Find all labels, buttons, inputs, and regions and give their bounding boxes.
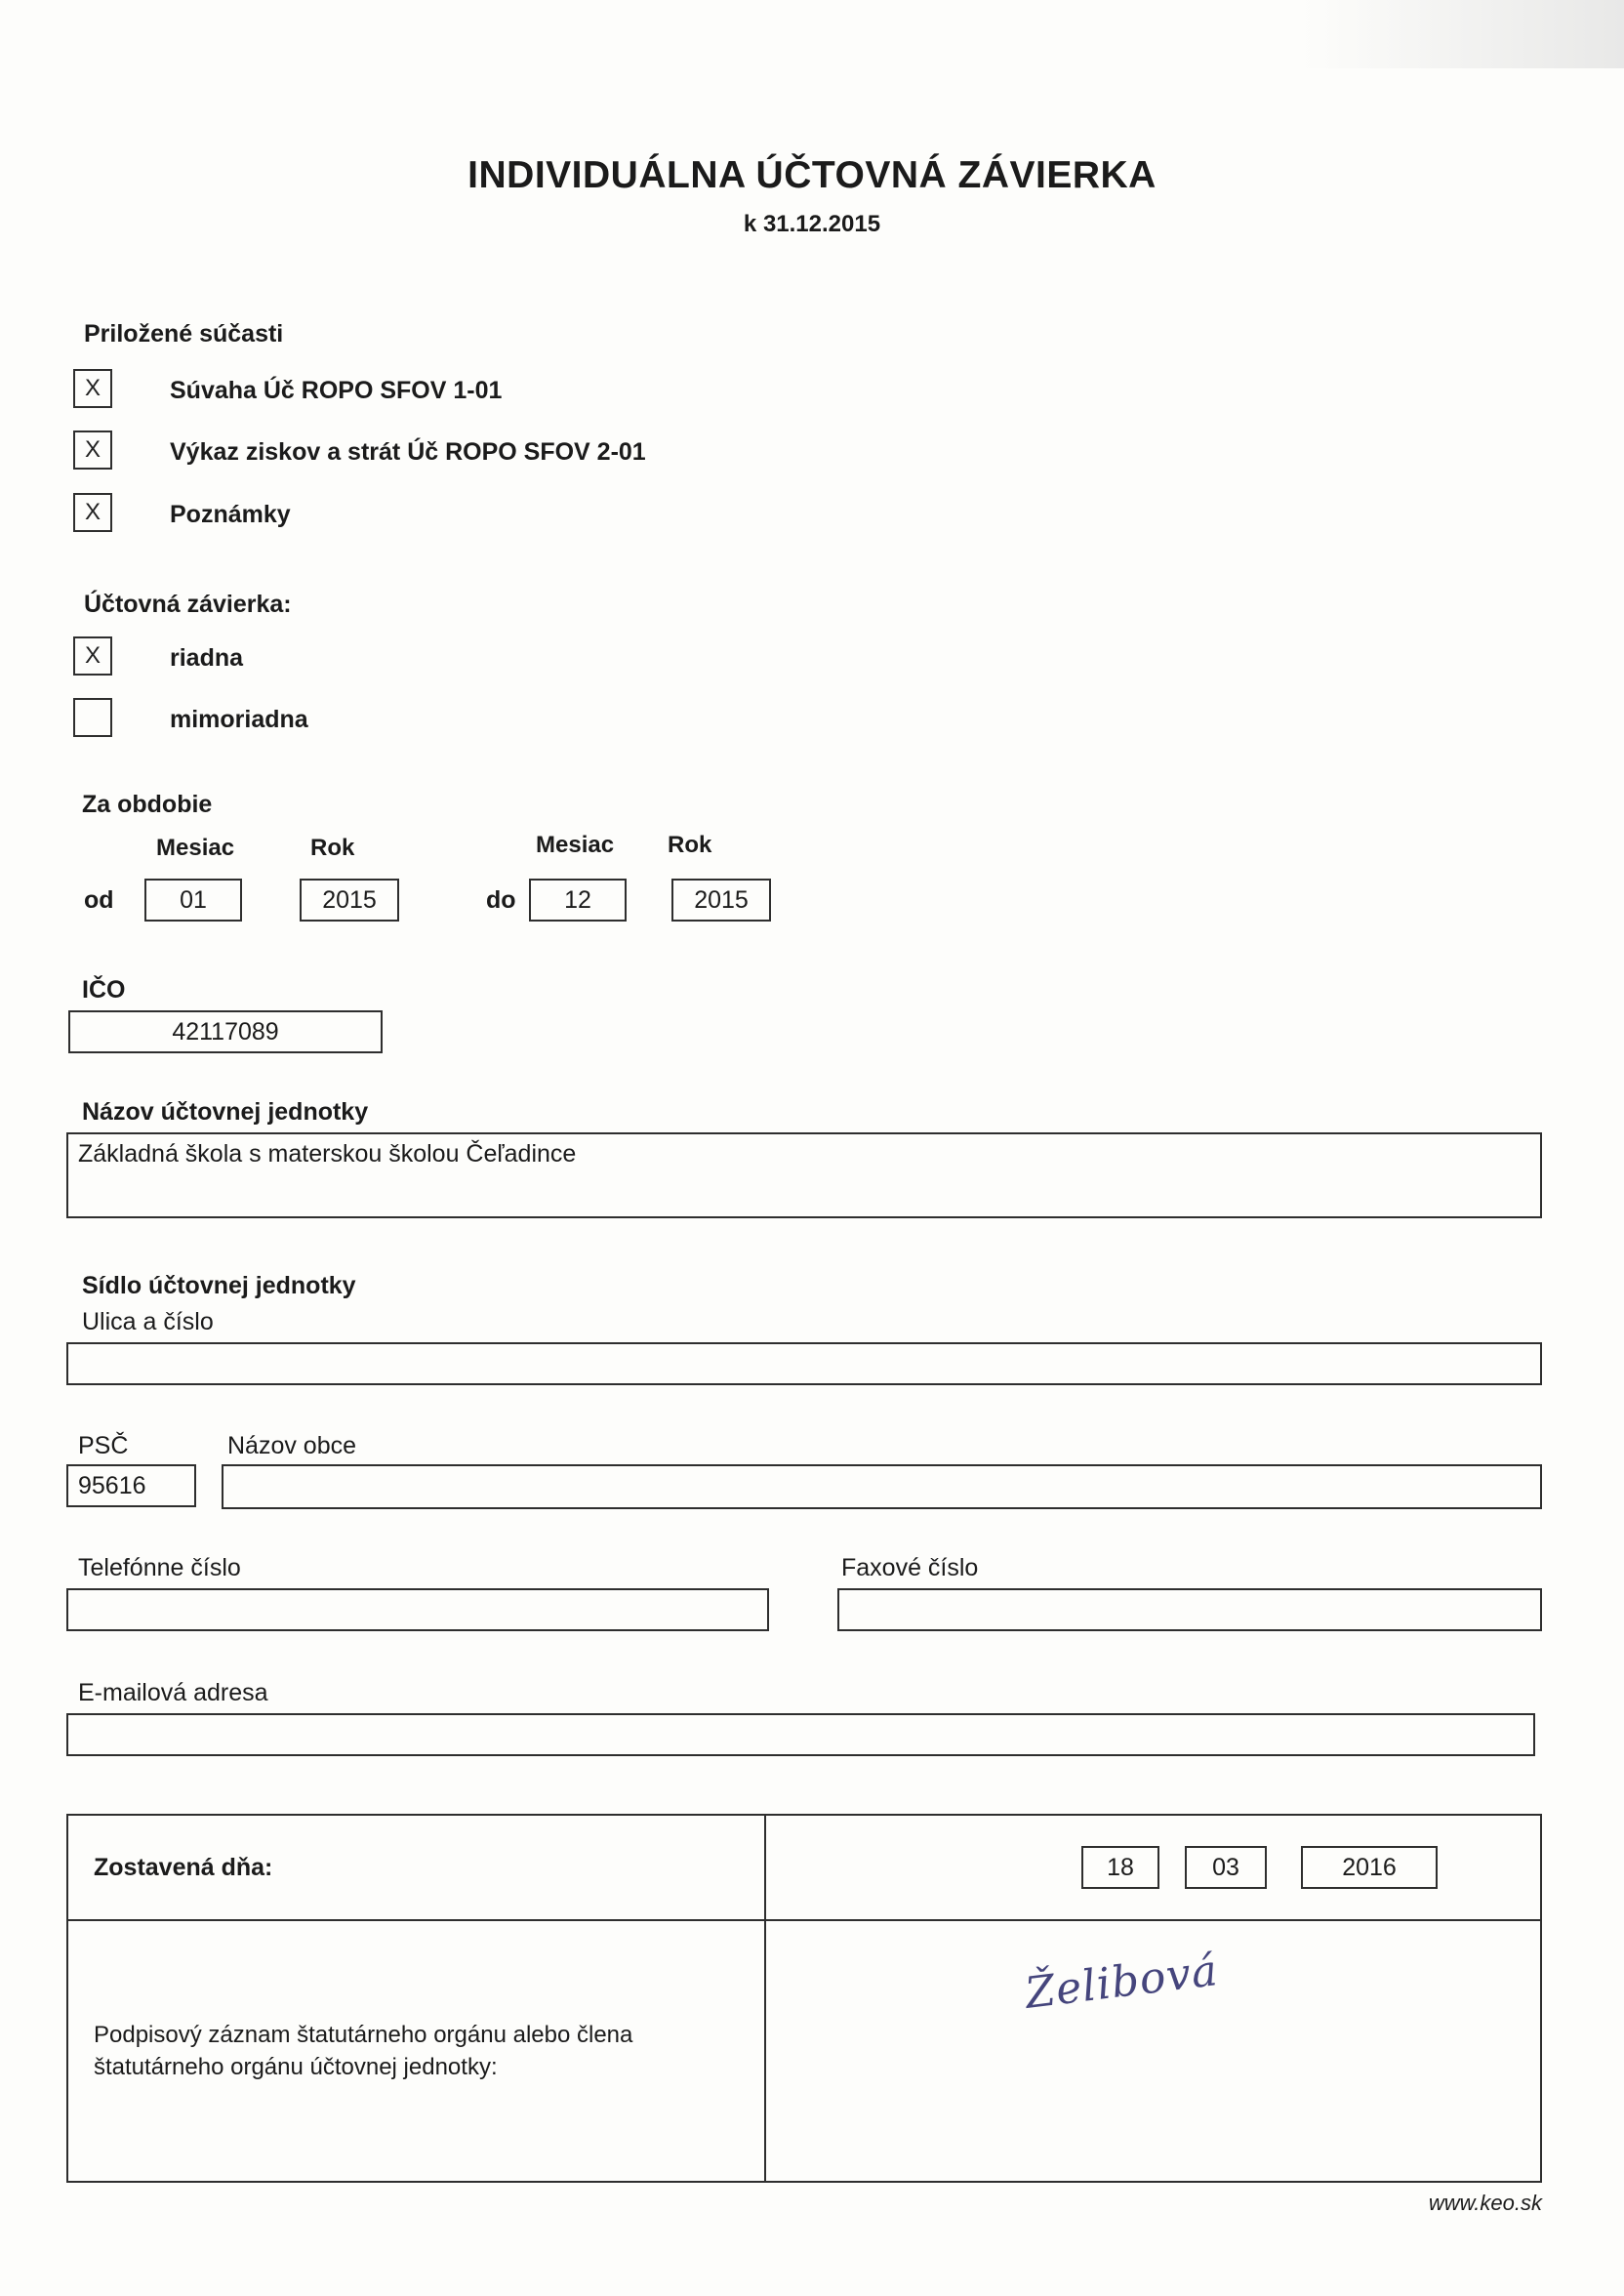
ico-value: 42117089 (172, 1017, 279, 1046)
period-to-month-field[interactable] (529, 879, 627, 922)
checkbox-riadna[interactable] (73, 636, 112, 676)
entity-address-heading: Sídlo účtovnej jednotky (82, 1272, 356, 1299)
compiled-day-field[interactable] (1081, 1846, 1159, 1889)
checkbox-poznamky[interactable] (73, 493, 112, 532)
compiled-year-field[interactable] (1301, 1846, 1438, 1889)
attachments-heading: Priložené súčasti (84, 320, 284, 348)
psc-label: PSČ (78, 1432, 129, 1459)
scan-artifact-shading (1302, 0, 1624, 68)
entity-name-label: Názov účtovnej jednotky (82, 1098, 369, 1126)
page-subtitle: k 31.12.2015 (743, 211, 881, 237)
compiled-month-field[interactable] (1185, 1846, 1267, 1889)
email-label: E-mailová adresa (78, 1679, 268, 1706)
period-to-month-value: 12 (564, 885, 591, 914)
period-from-year-field[interactable] (300, 879, 399, 922)
period-from-label: od (84, 886, 114, 914)
phone-label: Telefónne číslo (78, 1554, 241, 1581)
period-to-year-field[interactable] (671, 879, 771, 922)
statement-type-heading: Účtovná závierka: (84, 591, 292, 618)
checkbox-mark: X (84, 499, 101, 525)
period-heading: Za obdobie (82, 791, 213, 818)
period-from-month-value: 01 (180, 885, 207, 914)
fax-label: Faxové číslo (841, 1554, 979, 1581)
handwritten-signature: Želibová (1022, 1946, 1221, 2019)
compiled-date-label: Zostavená dňa: (94, 1853, 273, 1881)
checkbox-mark: X (84, 642, 101, 669)
compiled-date-label-cell (68, 1816, 766, 1921)
signoff-table (66, 1814, 1542, 2183)
period-from-year-label: Rok (310, 835, 355, 861)
street-label: Ulica a číslo (82, 1308, 214, 1335)
email-field[interactable] (66, 1713, 1535, 1756)
entity-name-value: Základná škola s materskou školou Čeľadince (78, 1140, 577, 1168)
checkbox-mimoriadna[interactable] (73, 698, 112, 737)
psc-value: 95616 (78, 1471, 146, 1499)
town-field[interactable] (222, 1464, 1542, 1509)
period-to-year-label: Rok (668, 832, 712, 858)
statement-label-riadna: riadna (170, 644, 244, 672)
checkbox-vykaz[interactable] (73, 430, 112, 470)
psc-field[interactable] (66, 1464, 196, 1507)
compiled-day-value: 18 (1107, 1853, 1134, 1881)
period-from-month-label: Mesiac (156, 835, 235, 861)
attachment-label-poznamky: Poznámky (170, 501, 291, 528)
statement-label-mimoriadna: mimoriadna (170, 706, 308, 733)
period-to-month-label: Mesiac (536, 832, 615, 858)
signature-label: Podpisový záznam štatutárneho orgánu alebo člena štatutárneho orgánu účtovnej jednotky: (94, 2021, 633, 2080)
attachment-label-suvaha: Súvaha Úč ROPO SFOV 1-01 (170, 377, 503, 404)
compiled-month-value: 03 (1212, 1853, 1239, 1881)
signature-label-cell (68, 1921, 766, 2181)
town-label: Názov obce (227, 1432, 357, 1459)
ico-label: IČO (82, 976, 126, 1004)
phone-field[interactable] (66, 1588, 769, 1631)
period-from-month-field[interactable] (144, 879, 242, 922)
entity-name-field[interactable] (66, 1132, 1542, 1218)
website-link: www.keo.sk (1428, 2191, 1542, 2215)
period-to-year-value: 2015 (694, 885, 749, 914)
attachment-label-vykaz: Výkaz ziskov a strát Úč ROPO SFOV 2-01 (170, 438, 646, 466)
fax-field[interactable] (837, 1588, 1542, 1631)
checkbox-suvaha[interactable] (73, 369, 112, 408)
checkbox-mark: X (84, 375, 101, 401)
page-title: INDIVIDUÁLNA ÚČTOVNÁ ZÁVIERKA (467, 154, 1157, 196)
period-from-year-value: 2015 (322, 885, 377, 914)
ico-field[interactable] (68, 1010, 383, 1053)
street-field[interactable] (66, 1342, 1542, 1385)
checkbox-mark: X (84, 436, 101, 463)
compiled-year-value: 2016 (1342, 1853, 1397, 1881)
period-to-label: do (486, 886, 516, 914)
compiled-date-cell (766, 1816, 1540, 1921)
